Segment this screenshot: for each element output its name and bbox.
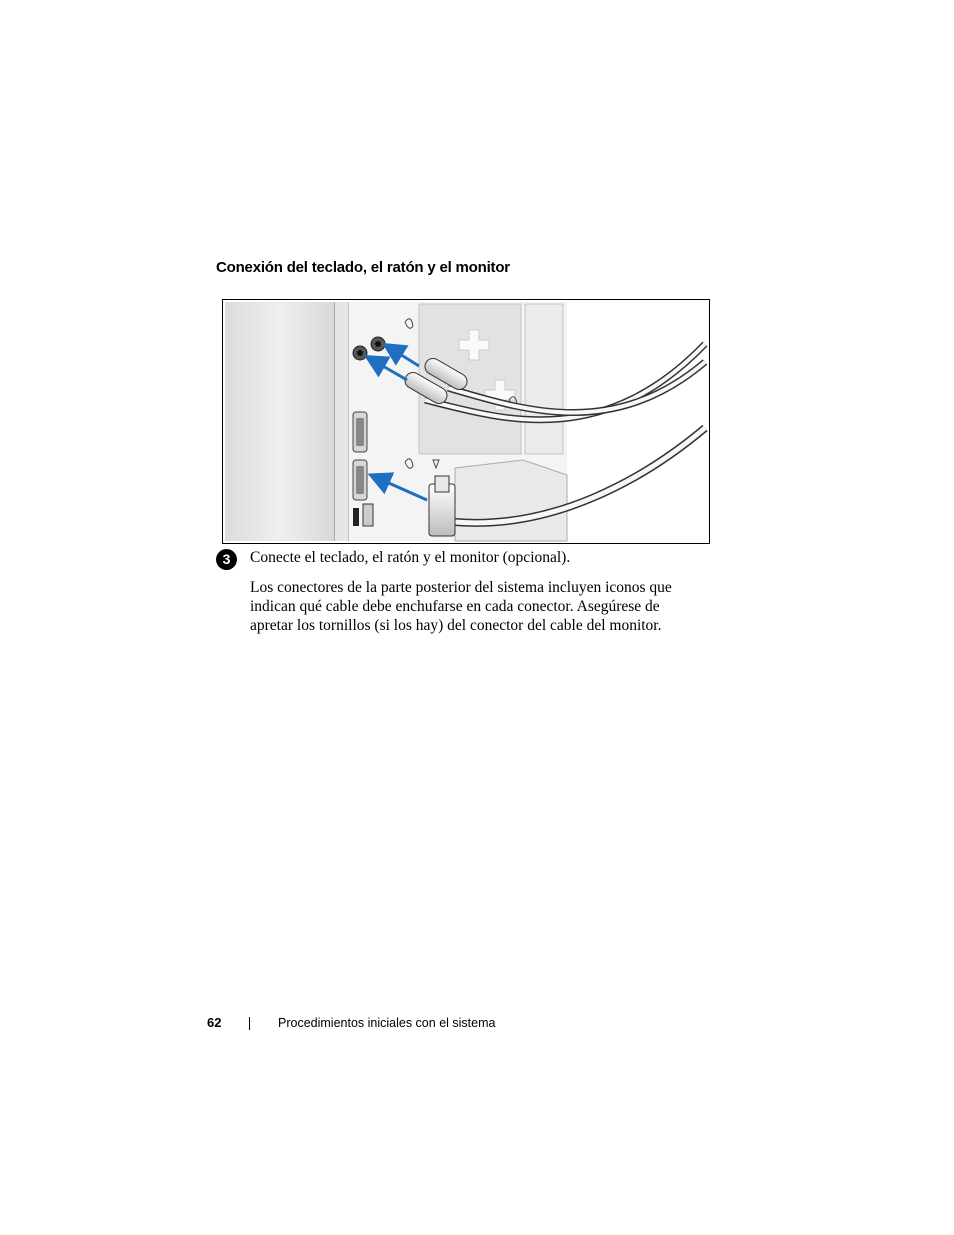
footer-separator	[249, 1017, 250, 1030]
connection-illustration	[222, 299, 710, 544]
page-number: 62	[207, 1015, 222, 1030]
case-side-panel	[225, 302, 335, 541]
step-number-badge: 3	[216, 549, 237, 570]
section-heading: Conexión del teclado, el ratón y el monitor	[216, 259, 510, 276]
chapter-title: Procedimientos iniciales con el sistema	[278, 1016, 496, 1030]
step-instruction: Conecte el teclado, el ratón y el monitor (opcional).	[250, 549, 571, 566]
computer-rear-connectors-illustration	[223, 300, 709, 543]
monitor-plug-icon	[429, 476, 455, 536]
step-details: Los conectores de la parte posterior del sistema incluyen iconos que indican qué cable debe enchufarse en cada conector. Asegúrese de apretar los tornillos (si los hay) del conector del cable del monitor.	[250, 579, 672, 634]
